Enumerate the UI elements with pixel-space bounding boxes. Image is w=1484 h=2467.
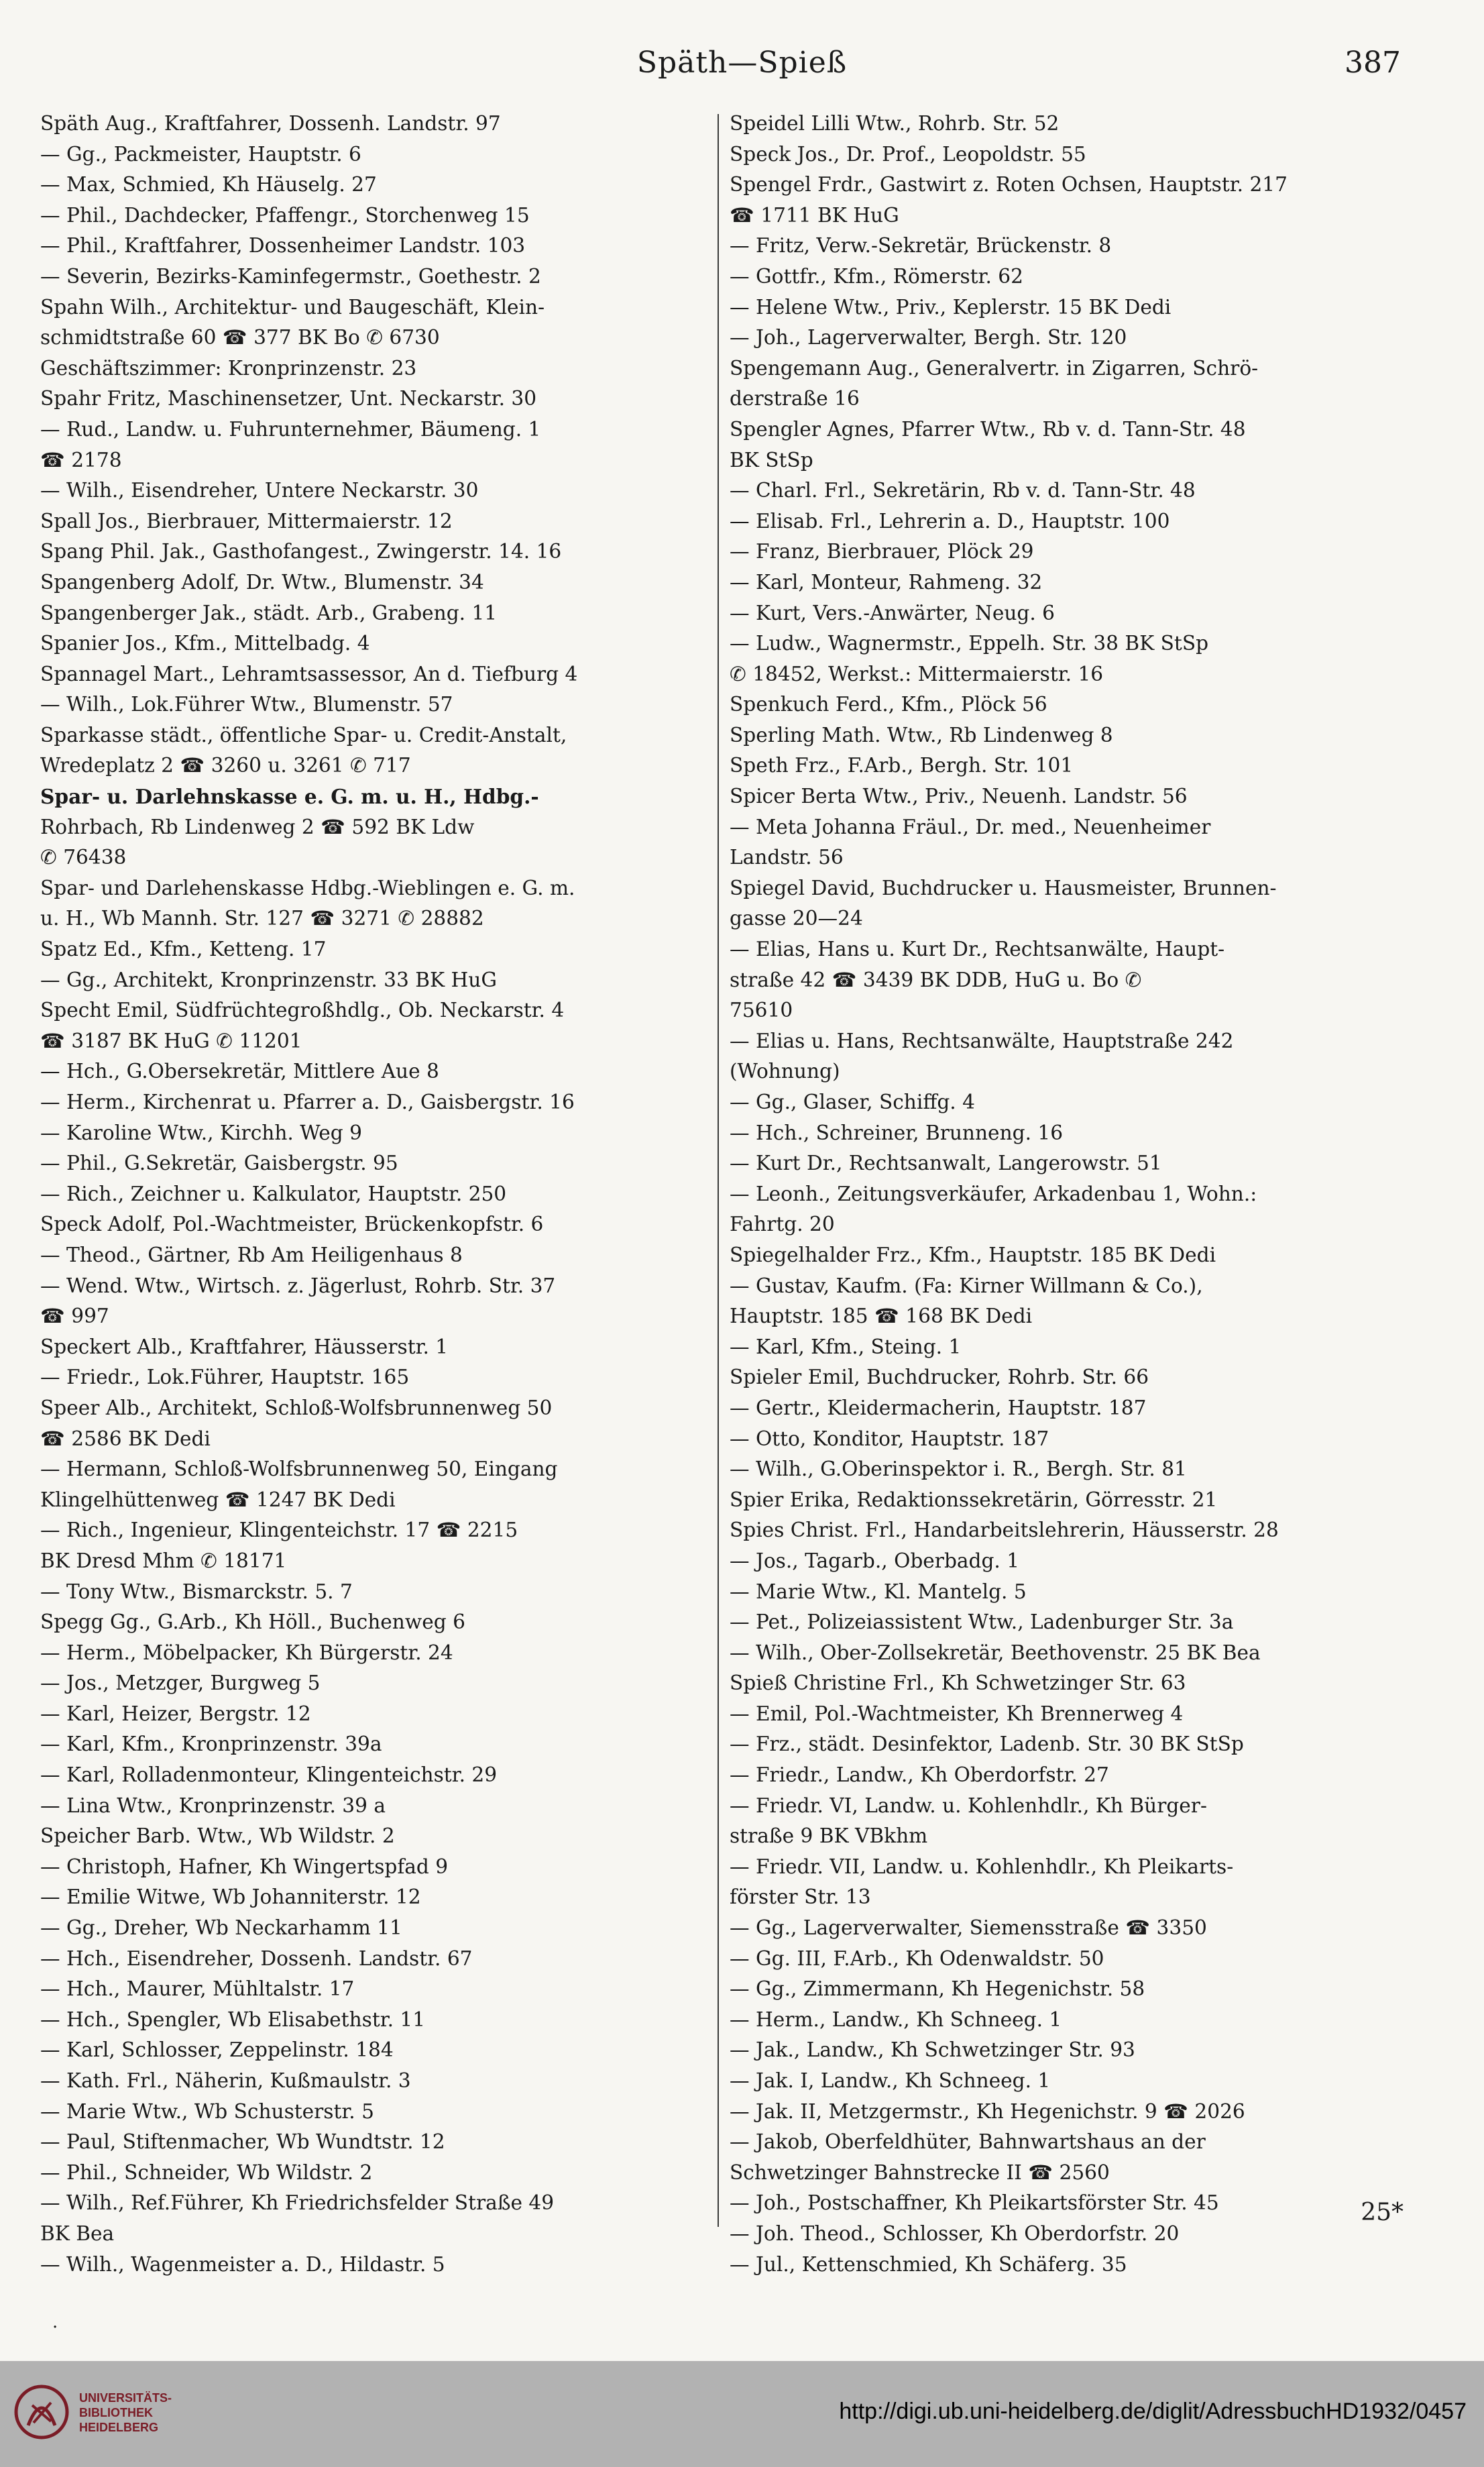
directory-entry: — Joh., Lagerverwalter, Bergh. Str. 120 [730, 326, 1127, 349]
stray-dot: · [52, 2317, 58, 2338]
directory-entry: Spangenberg Adolf, Dr. Wtw., Blumenstr. 34 [40, 570, 484, 594]
directory-entry: — Wilh., Ref.Führer, Kh Friedrichsfelder Straße 49 [40, 2191, 555, 2215]
directory-entry: Spahn Wilh., Architektur- und Baugeschäft, Klein- [40, 295, 545, 319]
directory-entry: Speck Adolf, Pol.-Wachtmeister, Brückenkopfstr. 6 [40, 1213, 544, 1236]
directory-entry: — Elisab. Frl., Lehrerin a. D., Hauptstr. 100 [730, 509, 1170, 533]
left-column [40, 109, 719, 2280]
directory-entry: derstraße 16 [730, 387, 860, 410]
directory-entry: Spahr Fritz, Maschinensetzer, Unt. Neckarstr. 30 [40, 387, 537, 410]
directory-entry: — Joh. Theod., Schlosser, Kh Oberdorfstr. 20 [730, 2222, 1180, 2245]
directory-entry: Spar- u. Darlehnskasse e. G. m. u. H., Hdbg.- [40, 785, 539, 809]
directory-entry: — Ludw., Wagnermstr., Eppelh. Str. 38 BK StSp [730, 632, 1209, 655]
directory-entry: Spanier Jos., Kfm., Mittelbadg. 4 [40, 632, 370, 655]
directory-entry: Speicher Barb. Wtw., Wb Wildstr. 2 [40, 1824, 395, 1848]
directory-entry: — Theod., Gärtner, Rb Am Heiligenhaus 8 [40, 1243, 463, 1266]
directory-entry: — Herm., Kirchenrat u. Pfarrer a. D., Gaisbergstr. 16 [40, 1091, 575, 1113]
directory-entry: — Phil., G.Sekretär, Gaisbergstr. 95 [40, 1152, 398, 1175]
directory-entry: — Lina Wtw., Kronprinzenstr. 39 a [40, 1794, 386, 1817]
directory-entry: straße 9 BK VBkhm [730, 1824, 928, 1848]
directory-entry: — Hermann, Schloß-Wolfsbrunnenweg 50, Eingang [40, 1458, 558, 1481]
directory-entry: Spall Jos., Bierbrauer, Mittermaierstr. 12 [40, 509, 453, 533]
directory-entry: — Friedr. VII, Landw. u. Kohlenhdlr., Kh Pleikarts- [730, 1855, 1234, 1878]
directory-entry: — Marie Wtw., Wb Schusterstr. 5 [40, 2099, 374, 2123]
directory-entry: ☎ 3187 BK HuG ✆ 11201 [40, 1029, 302, 1052]
running-head: Späth—Spieß [636, 46, 848, 80]
directory-entry: — Wilh., Lok.Führer Wtw., Blumenstr. 57 [40, 693, 453, 716]
directory-entry: Spicer Berta Wtw., Priv., Neuenh. Landstr. 56 [730, 785, 1188, 808]
directory-entry: — Wend. Wtw., Wirtsch. z. Jägerlust, Rohrb. Str. 37 [40, 1274, 556, 1297]
directory-entry: — Jos., Metzger, Burgweg 5 [40, 1671, 321, 1695]
directory-entry: — Jak., Landw., Kh Schwetzinger Str. 93 [730, 2038, 1135, 2062]
directory-entry: — Karoline Wtw., Kirchh. Weg 9 [40, 1121, 362, 1144]
directory-entry: Spieler Emil, Buchdrucker, Rohrb. Str. 66 [730, 1366, 1149, 1389]
directory-entry: — Hch., Maurer, Mühltalstr. 17 [40, 1977, 355, 2001]
directory-entry: Spiegelhalder Frz., Kfm., Hauptstr. 185 BK Dedi [730, 1243, 1216, 1266]
logo-line: HEIDELBERG [79, 2421, 159, 2434]
library-logo[interactable] [13, 2380, 194, 2447]
directory-entry: Speckert Alb., Kraftfahrer, Häusserstr. 1 [40, 1335, 449, 1358]
directory-entry: — Helene Wtw., Priv., Keplerstr. 15 BK Dedi [730, 295, 1172, 319]
directory-entry: — Gg., Architekt, Kronprinzenstr. 33 BK HuG [40, 968, 498, 991]
directory-entry: — Gg., Packmeister, Hauptstr. 6 [40, 142, 361, 166]
directory-entry: Spangenberger Jak., städt. Arb., Grabeng. 11 [40, 601, 498, 624]
directory-entry: (Wohnung) [730, 1060, 840, 1083]
directory-entry: — Severin, Bezirks-Kaminfegermstr., Goethestr. 2 [40, 264, 541, 288]
directory-entry: — Elias u. Hans, Rechtsanwälte, Hauptstraße 242 [730, 1029, 1234, 1052]
directory-entry: — Karl, Schlosser, Zeppelinstr. 184 [40, 2038, 394, 2062]
source-url-link[interactable]: http://digi.ub.uni-heidelberg.de/diglit/AdressbuchHD1932/0457 [839, 2399, 1467, 2424]
directory-entry: — Rich., Zeichner u. Kalkulator, Hauptstr. 250 [40, 1182, 507, 1205]
directory-entry: Rohrbach, Rb Lindenweg 2 ☎ 592 BK Ldw [40, 815, 475, 838]
directory-entry: ✆ 18452, Werkst.: Mittermaierstr. 16 [730, 662, 1104, 686]
directory-entry: 75610 [730, 999, 793, 1022]
directory-entry: Spiegel David, Buchdrucker u. Hausmeister, Brunnen- [730, 876, 1277, 899]
directory-entry: — Gg., Zimmermann, Kh Hegenichstr. 58 [730, 1977, 1145, 2001]
directory-entry: Speth Frz., F.Arb., Bergh. Str. 101 [730, 754, 1074, 777]
directory-entry: — Kurt, Vers.-Anwärter, Neug. 6 [730, 601, 1055, 624]
signature-mark: 25* [1361, 2199, 1404, 2226]
directory-entry: — Charl. Frl., Sekretärin, Rb v. d. Tann-Str. 48 [730, 479, 1196, 502]
directory-entry: — Joh., Postschaffner, Kh Pleikartsförster Str. 45 [730, 2191, 1219, 2215]
directory-entry: — Marie Wtw., Kl. Mantelg. 5 [730, 1580, 1027, 1603]
directory-entry: Wredeplatz 2 ☎ 3260 u. 3261 ✆ 717 [40, 754, 411, 777]
directory-entry: — Friedr. VI, Landw. u. Kohlenhdlr., Kh Bürger- [730, 1794, 1207, 1817]
directory-entry: — Wilh., Eisendreher, Untere Neckarstr. 30 [40, 479, 479, 502]
directory-entry: — Max, Schmied, Kh Häuselg. 27 [40, 173, 377, 197]
directory-entry: — Gg., Lagerverwalter, Siemensstraße ☎ 3350 [730, 1916, 1207, 1940]
directory-entry: schmidtstraße 60 ☎ 377 BK Bo ✆ 6730 [40, 326, 440, 349]
directory-entry: Spang Phil. Jak., Gasthofangest., Zwingerstr. 14. 16 [40, 540, 562, 563]
directory-entry: — Gg. III, F.Arb., Kh Odenwaldstr. 50 [730, 1947, 1104, 1970]
viewer-footer [0, 2361, 1484, 2467]
directory-entry: u. H., Wb Mannh. Str. 127 ☎ 3271 ✆ 28882 [40, 907, 484, 930]
directory-entry: Sperling Math. Wtw., Rb Lindenweg 8 [730, 723, 1113, 747]
directory-entry: — Franz, Bierbrauer, Plöck 29 [730, 540, 1034, 563]
directory-entry: — Karl, Rolladenmonteur, Klingenteichstr. 29 [40, 1763, 498, 1787]
directory-entry: Klingelhüttenweg ☎ 1247 BK Dedi [40, 1488, 396, 1511]
directory-entry: — Phil., Kraftfahrer, Dossenheimer Landstr. 103 [40, 234, 526, 258]
directory-entry: Spatz Ed., Kfm., Ketteng. 17 [40, 938, 327, 961]
library-seal-icon [13, 2382, 70, 2442]
logo-line: UNIVERSITÄTS- [79, 2391, 172, 2405]
directory-entry: — Wilh., Wagenmeister a. D., Hildastr. 5 [40, 2252, 445, 2276]
directory-entry: BK Dresd Mhm ✆ 18171 [40, 1549, 287, 1572]
directory-entry: — Emilie Witwe, Wb Johanniterstr. 12 [40, 1885, 421, 1909]
directory-entry: — Hch., Spengler, Wb Elisabethstr. 11 [40, 2008, 426, 2031]
directory-entry: ☎ 2586 BK Dedi [40, 1427, 211, 1450]
directory-entry: BK StSp [730, 448, 813, 472]
directory-entry: — Jos., Tagarb., Oberbadg. 1 [730, 1549, 1020, 1572]
directory-entry: — Hch., Eisendreher, Dossenh. Landstr. 67 [40, 1947, 473, 1970]
directory-entry: Speidel Lilli Wtw., Rohrb. Str. 52 [730, 112, 1060, 135]
directory-entry: — Paul, Stiftenmacher, Wb Wundtstr. 12 [40, 2130, 445, 2154]
directory-entry: Spannagel Mart., Lehramtsassessor, An d. Tiefburg 4 [40, 662, 578, 686]
directory-entry: Spar- und Darlehenskasse Hdbg.-Wieblingen e. G. m. [40, 876, 575, 899]
directory-entry: Spies Christ. Frl., Handarbeitslehrerin, Häusserstr. 28 [730, 1519, 1279, 1542]
directory-entry: — Gustav, Kaufm. (Fa: Kirner Willmann & Co.), [730, 1274, 1203, 1297]
directory-entry: Specht Emil, Südfrüchtegroßhdlg., Ob. Neckarstr. 4 [40, 999, 565, 1022]
directory-entry: Spengel Frdr., Gastwirt z. Roten Ochsen, Hauptstr. 217 [730, 173, 1288, 197]
directory-entry: Geschäftszimmer: Kronprinzenstr. 23 [40, 356, 417, 380]
directory-entry: — Friedr., Landw., Kh Oberdorfstr. 27 [730, 1763, 1109, 1787]
directory-entry: — Tony Wtw., Bismarckstr. 5. 7 [40, 1580, 353, 1603]
directory-entry: — Kath. Frl., Näherin, Kußmaulstr. 3 [40, 2069, 411, 2092]
directory-entry: — Karl, Kfm., Steing. 1 [730, 1335, 962, 1358]
right-column [730, 109, 1408, 2280]
logo-line: BIBLIOTHEK [79, 2406, 153, 2419]
column-divider [718, 114, 719, 2227]
directory-entry: — Hch., G.Obersekretär, Mittlere Aue 8 [40, 1060, 439, 1083]
directory-entry: — Rud., Landw. u. Fuhrunternehmer, Bäumeng. 1 [40, 417, 541, 441]
directory-entry: — Wilh., G.Oberinspektor i. R., Bergh. Str. 81 [730, 1458, 1187, 1481]
directory-entry: — Hch., Schreiner, Brunneng. 16 [730, 1121, 1064, 1144]
directory-entry: — Friedr., Lok.Führer, Hauptstr. 165 [40, 1366, 410, 1389]
directory-entry: — Fritz, Verw.-Sekretär, Brückenstr. 8 [730, 234, 1112, 258]
directory-entry: — Phil., Schneider, Wb Wildstr. 2 [40, 2160, 373, 2184]
directory-entry: Spengemann Aug., Generalvertr. in Zigarren, Schrö- [730, 356, 1259, 380]
directory-entry: Speer Alb., Architekt, Schloß-Wolfsbrunnenweg 50 [40, 1396, 553, 1419]
directory-entry: Spengler Agnes, Pfarrer Wtw., Rb v. d. Tann-Str. 48 [730, 417, 1246, 441]
directory-entry: — Jak. I, Landw., Kh Schneeg. 1 [730, 2069, 1051, 2092]
directory-entry: — Elias, Hans u. Kurt Dr., Rechtsanwälte, Haupt- [730, 938, 1225, 961]
directory-entry: — Gottfr., Kfm., Römerstr. 62 [730, 264, 1023, 288]
directory-entry: — Frz., städt. Desinfektor, Ladenb. Str. 30 BK StSp [730, 1733, 1244, 1756]
directory-entry: straße 42 ☎ 3439 BK DDB, HuG u. Bo ✆ [730, 968, 1142, 991]
directory-entry: — Leonh., Zeitungsverkäufer, Arkadenbau 1, Wohn.: [730, 1182, 1257, 1205]
directory-entry: — Gg., Glaser, Schiffg. 4 [730, 1091, 975, 1113]
directory-entry: Schwetzinger Bahnstrecke II ☎ 2560 [730, 2160, 1110, 2184]
directory-entry: Speck Jos., Dr. Prof., Leopoldstr. 55 [730, 142, 1086, 166]
library-name [79, 2391, 172, 2435]
directory-entry: Spieß Christine Frl., Kh Schwetzinger Str. 63 [730, 1671, 1186, 1695]
directory-entry: — Wilh., Ober-Zollsekretär, Beethovenstr. 25 BK Bea [730, 1641, 1261, 1664]
directory-entry: — Karl, Heizer, Bergstr. 12 [40, 1702, 311, 1725]
directory-entry: Sparkasse städt., öffentliche Spar- u. Credit-Anstalt, [40, 723, 567, 747]
directory-entry: Hauptstr. 185 ☎ 168 BK Dedi [730, 1305, 1033, 1328]
directory-entry: — Gertr., Kleidermacherin, Hauptstr. 187 [730, 1396, 1147, 1419]
directory-entry: — Otto, Konditor, Hauptstr. 187 [730, 1427, 1049, 1450]
directory-entry: Fahrtg. 20 [730, 1213, 835, 1236]
directory-entry: Spegg Gg., G.Arb., Kh Höll., Buchenweg 6 [40, 1610, 465, 1634]
directory-entry: — Kurt Dr., Rechtsanwalt, Langerowstr. 51 [730, 1152, 1162, 1175]
directory-entry: Späth Aug., Kraftfahrer, Dossenh. Landstr. 97 [40, 112, 501, 135]
directory-entry: — Jakob, Oberfeldhüter, Bahnwartshaus an der [730, 2130, 1206, 2154]
directory-entry: — Karl, Kfm., Kronprinzenstr. 39a [40, 1733, 382, 1756]
directory-entry: — Herm., Landw., Kh Schneeg. 1 [730, 2008, 1062, 2031]
directory-entry: — Jak. II, Metzgermstr., Kh Hegenichstr. 9 ☎ 2026 [730, 2099, 1245, 2123]
directory-entry: — Phil., Dachdecker, Pfaffengr., Storchenweg 15 [40, 203, 530, 227]
directory-entry: Spier Erika, Redaktionssekretärin, Görresstr. 21 [730, 1488, 1218, 1511]
directory-entry: ☎ 2178 [40, 448, 122, 472]
directory-entry: — Christoph, Hafner, Kh Wingertspfad 9 [40, 1855, 449, 1878]
directory-entry: ☎ 1711 BK HuG [730, 203, 899, 227]
directory-entry: BK Bea [40, 2222, 115, 2245]
directory-entry: ✆ 76438 [40, 846, 127, 869]
directory-entry: Landstr. 56 [730, 846, 844, 869]
directory-entry: — Gg., Dreher, Wb Neckarhamm 11 [40, 1916, 402, 1940]
directory-entry: gasse 20—24 [730, 907, 863, 930]
directory-entry: — Rich., Ingenieur, Klingenteichstr. 17 ☎ 2215 [40, 1519, 518, 1542]
directory-entry: — Jul., Kettenschmied, Kh Schäferg. 35 [730, 2252, 1127, 2276]
page-number: 387 [1345, 46, 1401, 80]
directory-entry: — Pet., Polizeiassistent Wtw., Ladenburger Str. 3a [730, 1610, 1234, 1634]
directory-entry: förster Str. 13 [730, 1885, 871, 1909]
directory-entry: Spenkuch Ferd., Kfm., Plöck 56 [730, 693, 1047, 716]
directory-entry: ☎ 997 [40, 1305, 109, 1328]
directory-entry: — Meta Johanna Fräul., Dr. med., Neuenheimer [730, 815, 1211, 838]
directory-entry: — Herm., Möbelpacker, Kh Bürgerstr. 24 [40, 1641, 453, 1664]
directory-entry: — Karl, Monteur, Rahmeng. 32 [730, 570, 1043, 594]
directory-entry: — Emil, Pol.-Wachtmeister, Kh Brennerweg 4 [730, 1702, 1184, 1725]
